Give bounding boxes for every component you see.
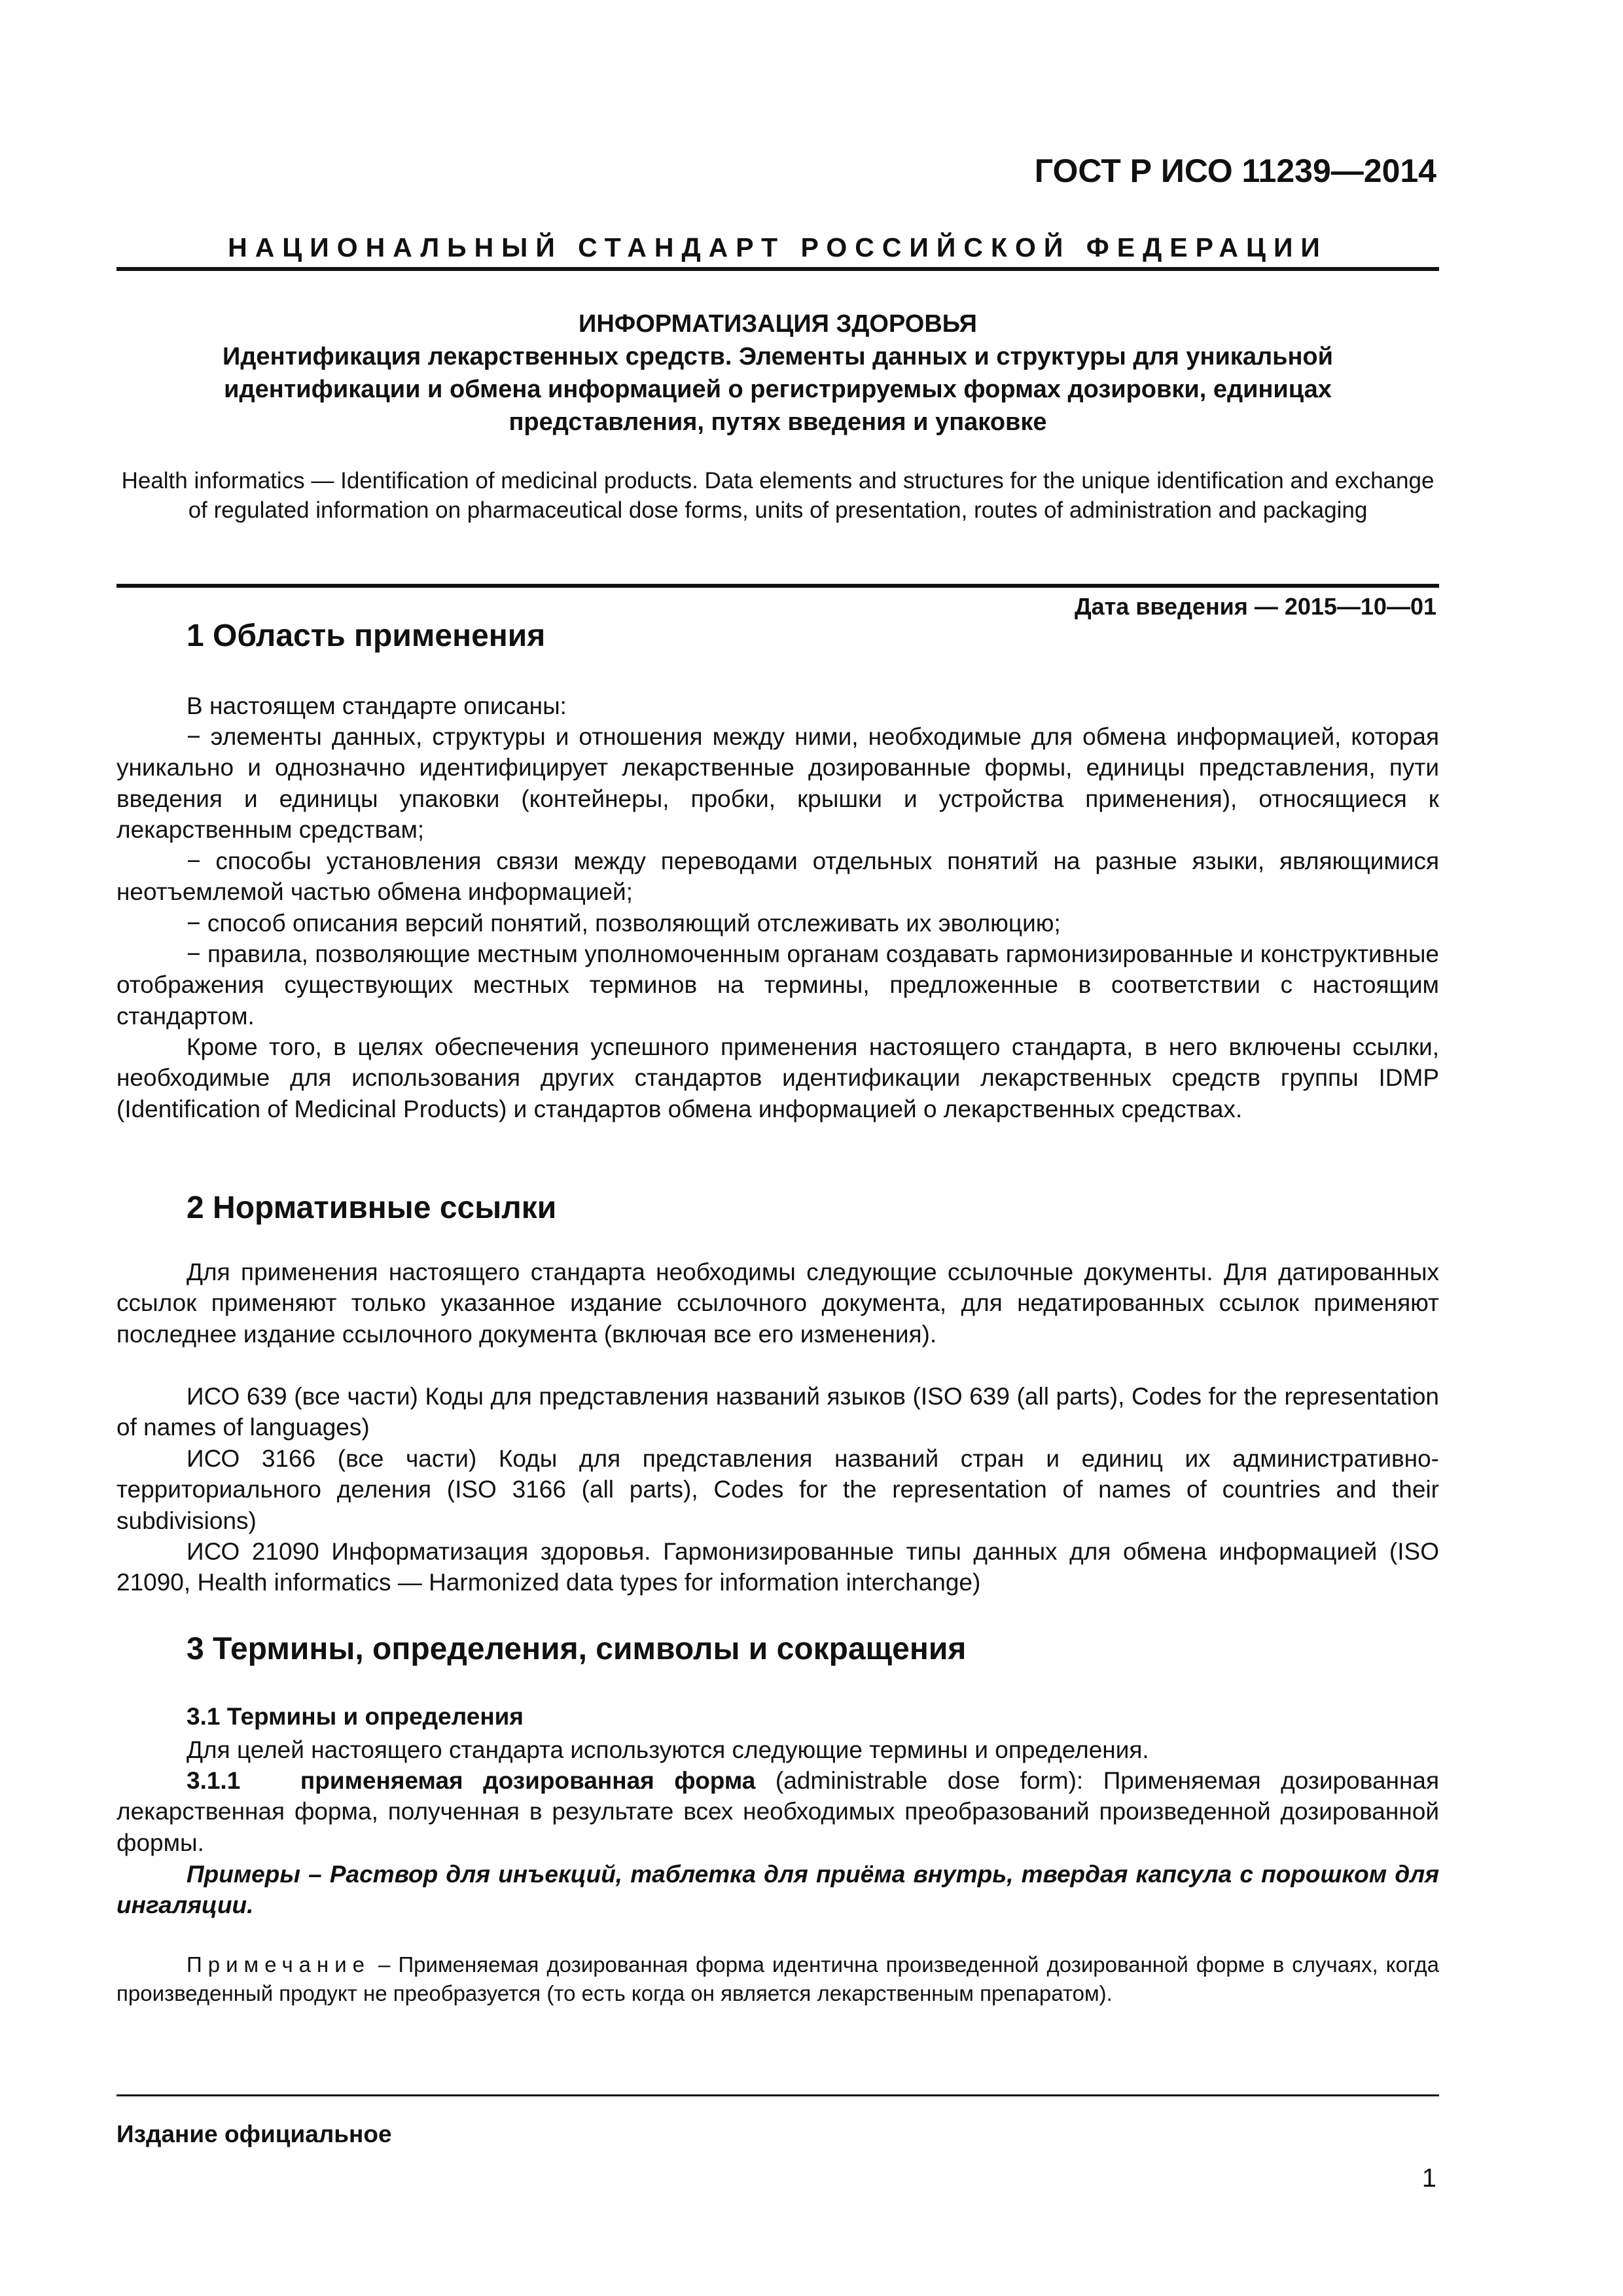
document-title	[151, 308, 1405, 439]
term-name: применяемая дозированная форма	[300, 1767, 756, 1794]
section-2-intro: Для применения настоящего стандарта необходимы следующие ссылочные документы. Для датированных ссылок применяют только указанное издание ссылочного документа, для недатированных ссылок применяют последнее издание ссылочного документа (включая все его изменения).	[116, 1259, 1439, 1348]
term-examples	[116, 1859, 1439, 1921]
section-1-heading: 1 Область применения	[187, 619, 546, 653]
title-sub: Идентификация лекарственных средств. Элементы данных и структуры для уникальной идентификации и обмена информацией о регистрируемых формах дозировки, единицах представления, путях введения и упаковке	[223, 343, 1333, 436]
edition-label: Издание официальное	[116, 2121, 392, 2147]
reference-iso-639: ИСО 639 (все части) Коды для представления названий языков (ISO 639 (all parts), Codes for the representation of names of languages)	[116, 1383, 1439, 1441]
page-number: 1	[1421, 2164, 1436, 2193]
header-divider	[116, 267, 1439, 271]
term-definition: (administrable dose form): Применяемая дозированная лекарственная форма, полученная в результате всех необходимых преобразований произведенной дозированной формы.	[116, 1767, 1440, 1856]
reference-iso-3166: ИСО 3166 (все части) Коды для представления названий стран и единиц их административно-территориального деления (ISO 3166 (all parts), Codes for the representation of names of countries and their subdivisions)	[116, 1445, 1439, 1534]
section-2-heading: 2 Нормативные ссылки	[187, 1191, 557, 1225]
section-1-item-2: − способы установления связи между переводами отдельных понятий на разные языки, являющимися неотъемлемой частью обмена информацией;	[116, 848, 1439, 906]
section-1-item-4: − правила, позволяющие местным уполномоченным органам создавать гармонизированные и конструктивные отображения существующих местных терминов на термины, предложенные в соответствии с настоящим стандартом.	[116, 941, 1439, 1030]
note-text: – Применяемая дозированная форма идентична произведенной дозированной форме в случаях, когда произведенный продукт не преобразуется (то есть когда он является лекарственным препаратом).	[116, 1952, 1439, 2005]
footer-divider	[116, 2094, 1439, 2096]
title-divider	[116, 584, 1439, 588]
term-examples-text: Примеры – Раствор для инъекций, таблетка для приёма внутрь, твердая капсула с порошком для ингаляции.	[116, 1861, 1439, 1919]
title-main: ИНФОРМАТИЗАЦИЯ ЗДОРОВЬЯ	[579, 310, 977, 338]
standard-code: ГОСТ Р ИСО 11239—2014	[1034, 152, 1436, 189]
note-label: Примечание	[187, 1952, 371, 1977]
reference-iso-21090: ИСО 21090 Информатизация здоровья. Гармонизированные типы данных для обмена информацией (ISO 21090, Health informatics — Harmonized data types for information interchange)	[116, 1538, 1439, 1596]
section-3-1-heading: 3.1 Термины и определения	[187, 1703, 524, 1730]
section-1-closing: Кроме того, в целях обеспечения успешного применения настоящего стандарта, в него включены ссылки, необходимые для использования других стандартов идентификации лекарственных средств группы IDMP (Identification of Medicinal Products) и стандартов обмена информацией о лекарственных средствах.	[116, 1033, 1439, 1122]
section-1-item-3: − способ описания версий понятий, позволяющий отслеживать их эволюцию;	[187, 910, 1061, 937]
section-1-item-1: − элементы данных, структуры и отношения между ними, необходимые для обмена информацией, которая уникально и однозначно идентифицирует лекарственные дозированные формы, единицы представления, пути введения и единицы упаковки (контейнеры, пробки, крышки и устройства применения), относящиеся к лекарственным средствам;	[116, 723, 1439, 844]
title-english: Health informatics — Identification of medicinal products. Data elements and structures for the unique identification and exchange of regulated information on pharmaceutical dose forms, units of presentation, routes of administration and packaging	[121, 468, 1435, 523]
date-of-introduction: Дата введения — 2015—10—01	[1074, 593, 1436, 620]
term-note	[116, 1950, 1439, 2008]
section-3-heading: 3 Термины, определения, символы и сокращения	[187, 1632, 967, 1666]
term-number: 3.1.1	[187, 1767, 241, 1794]
term-3-1-1	[116, 1765, 1439, 1858]
section-3-1-intro: Для целей настоящего стандарта используются следующие термины и определения.	[187, 1736, 1149, 1763]
national-standard-banner: НАЦИОНАЛЬНЫЙ СТАНДАРТ РОССИЙСКОЙ ФЕДЕРАЦИИ	[228, 232, 1328, 262]
section-1-intro: В настоящем стандарте описаны:	[187, 692, 567, 719]
